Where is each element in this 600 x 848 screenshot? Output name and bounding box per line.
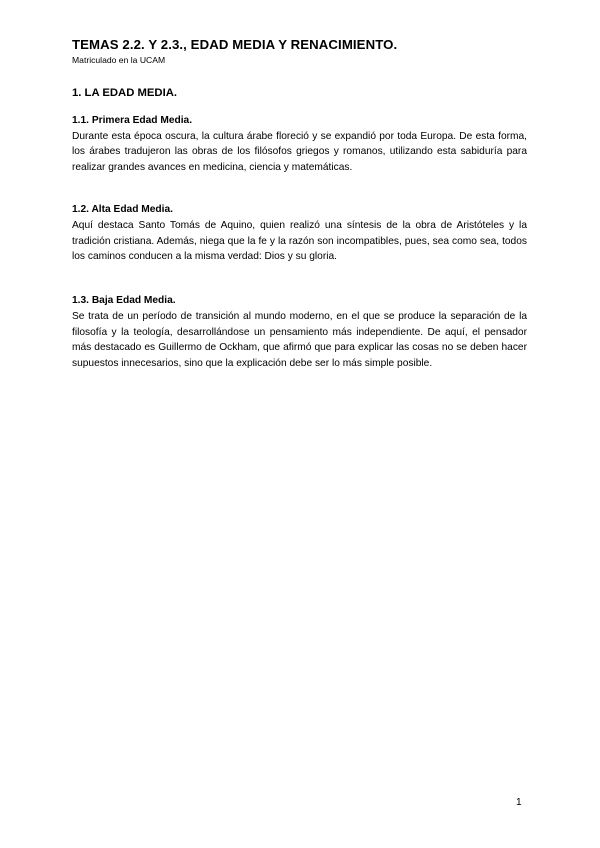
document-subtitle: Matriculado en la UCAM (72, 55, 166, 65)
subsection-paragraph: Aquí destaca Santo Tomás de Aquino, quien realizó una síntesis de la obra de Aristóteles y la tradición cristiana. Además, niega que la fe y la razón son incompatibles, pues, sea como sea, todos los caminos conducen a la misma verdad: Dios y su gloria. (72, 220, 527, 263)
subsection-heading: 1.2. Alta Edad Media. (72, 204, 173, 216)
page-content (72, 37, 527, 371)
page-number: 1 (516, 797, 522, 808)
subsection-paragraph: Durante esta época oscura, la cultura árabe floreció y se expandió por toda Europa. De esta forma, los árabes tradujeron las obras de los filósofos griegos y romanos, utilizando esta sabiduría para realizar grandes avances en medicina, ciencia y matemáticas. (72, 131, 527, 173)
subsection-heading: 1.1. Primera Edad Media. (72, 115, 193, 126)
subsection-heading: 1.3. Baja Edad Media. (72, 295, 176, 307)
document-title: TEMAS 2.2. Y 2.3., EDAD MEDIA Y RENACIMIENTO. (72, 37, 398, 52)
subsection-primera-edad-media (72, 115, 527, 175)
subsection-baja-edad-media (72, 295, 527, 371)
subsection-paragraph: Se trata de un período de transición al mundo moderno, en el que se produce la separación de la filosofía y la teología, desarrollándose un pensamiento más independiente. De aquí, el pensador más destacado es Guillermo de Ockham, que afirmó que para explicar las cosas no se deben hacer supuestos innecesarios, sino que la explicación debe ser lo más simple posible. (72, 311, 527, 369)
section-heading: 1. LA EDAD MEDIA. (72, 87, 178, 99)
subsection-alta-edad-media (72, 204, 527, 264)
